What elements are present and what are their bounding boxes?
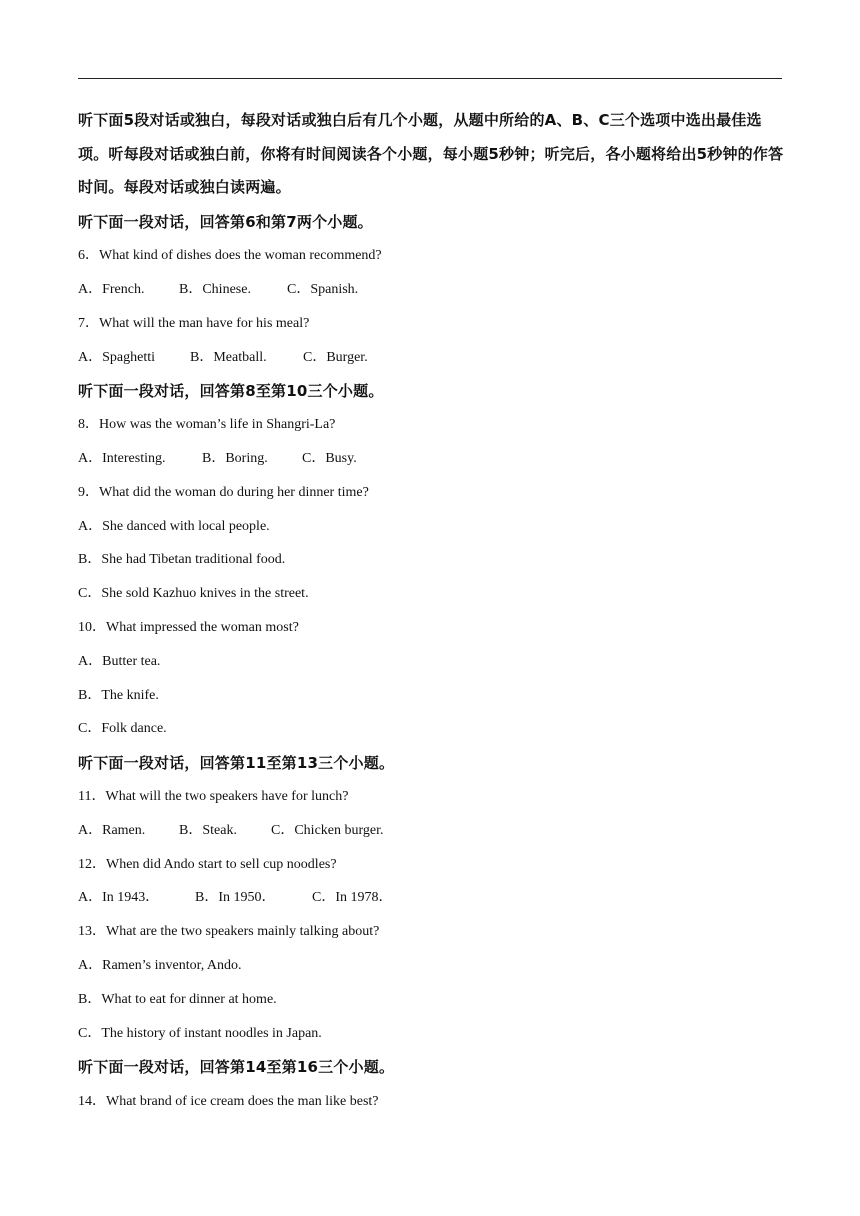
section-heading-4: 听下面一段对话，回答第14至第16三个小题。: [78, 1058, 395, 1076]
question-7: 7．What will the man have for his meal?: [78, 316, 310, 331]
option-11a: A．Ramen.: [78, 823, 146, 838]
options-7: [78, 349, 368, 367]
option-6c: C．Spanish.: [287, 282, 359, 297]
option-11b: B．Steak.: [179, 823, 237, 838]
option-8c: C．Busy.: [302, 451, 357, 466]
section-instructions: 听下面5段对话或独白，每段对话或独白后有几个小题，从题中所给的A、B、C三个选项中选出最佳选项。听每段对话或独白前，你将有时间阅读各个小题，每小题5秒钟；听完后，各小题将给出5秒钟的作答时间。每段对话或独白读两遍。: [78, 111, 784, 196]
options-12: [78, 889, 393, 907]
option-12c: C．In 1978．: [312, 890, 393, 905]
options-8: [78, 450, 357, 468]
option-6b: B．Chinese.: [179, 282, 251, 297]
question-9: 9．What did the woman do during her dinner time?: [78, 485, 369, 500]
option-9a: A．She danced with local people.: [78, 519, 270, 534]
question-10: 10．What impressed the woman most?: [78, 620, 299, 635]
section-heading-2: 听下面一段对话，回答第8至第10三个小题。: [78, 382, 384, 400]
option-12b: B．In 1950．: [195, 890, 276, 905]
option-10b: B．The knife.: [78, 688, 159, 703]
question-11: 11．What will the two speakers have for lunch?: [78, 789, 349, 804]
option-13a: A．Ramen’s inventor, Ando.: [78, 958, 242, 973]
option-9c: C．She sold Kazhuo knives in the street.: [78, 586, 309, 601]
question-13: 13．What are the two speakers mainly talking about?: [78, 924, 380, 939]
options-6: [78, 281, 358, 299]
option-13c: C．The history of instant noodles in Japan.: [78, 1026, 322, 1041]
header-rule: [78, 78, 782, 79]
options-11: [78, 822, 384, 840]
option-7b: B．Meatball.: [190, 350, 267, 365]
question-12: 12．When did Ando start to sell cup noodles?: [78, 857, 337, 872]
option-11c: C．Chicken burger.: [271, 823, 384, 838]
option-8b: B．Boring.: [202, 451, 268, 466]
option-10c: C．Folk dance.: [78, 721, 167, 736]
option-7c: C．Burger.: [303, 350, 368, 365]
option-9b: B．She had Tibetan traditional food.: [78, 552, 286, 567]
question-14: 14．What brand of ice cream does the man like best?: [78, 1094, 379, 1109]
question-6: 6．What kind of dishes does the woman recommend?: [78, 248, 382, 263]
option-6a: A．French.: [78, 282, 145, 297]
option-8a: A．Interesting.: [78, 451, 166, 466]
option-13b: B．What to eat for dinner at home.: [78, 992, 277, 1007]
option-7a: A．Spaghetti: [78, 350, 155, 365]
option-12a: A．In 1943．: [78, 890, 160, 905]
option-10a: A．Butter tea.: [78, 654, 161, 669]
section-heading-1: 听下面一段对话，回答第6和第7两个小题。: [78, 213, 373, 231]
section-heading-3: 听下面一段对话，回答第11至第13三个小题。: [78, 754, 395, 772]
question-8: 8．How was the woman’s life in Shangri-La?: [78, 417, 336, 432]
